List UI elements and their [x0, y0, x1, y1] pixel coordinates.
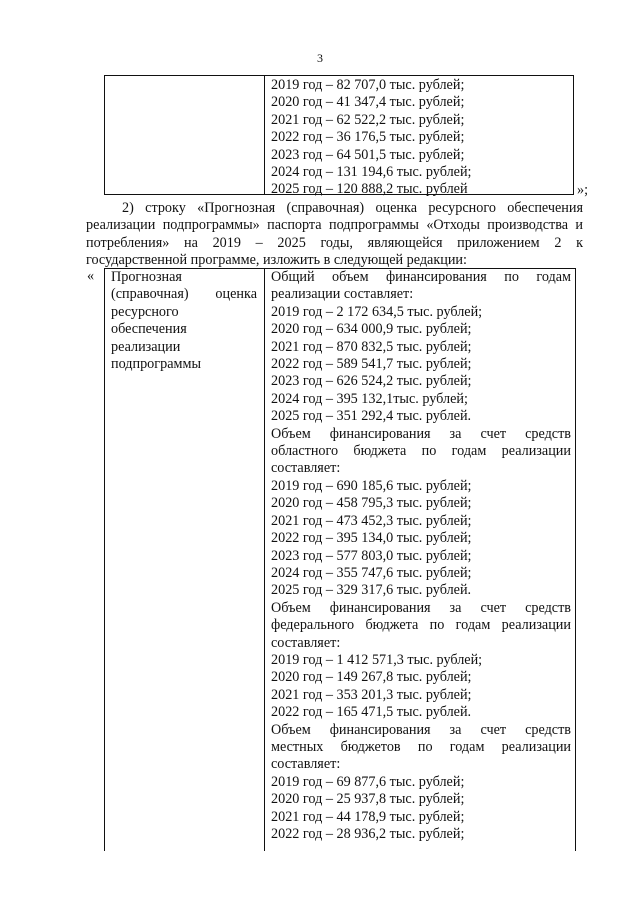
row-header-line: (справочная) оценка	[111, 286, 257, 303]
funding-detail-line: 2023 год – 626 524,2 тыс. рублей;	[271, 373, 472, 390]
funding-line: 2022 год – 36 176,5 тыс. рублей;	[271, 129, 465, 146]
funding-detail-line: 2019 год – 1 412 571,3 тыс. рублей;	[271, 651, 483, 668]
funding-detail-line: 2023 год – 577 803,0 тыс. рублей;	[271, 547, 472, 564]
closing-quote: »;	[577, 182, 589, 198]
resource-estimate-table	[104, 268, 576, 851]
funding-table-continued	[104, 75, 574, 198]
row-header-cell	[111, 269, 257, 373]
funding-line: 2025 год – 120 888,2 тыс. рублей	[271, 181, 468, 198]
row-header-line: ресурсного	[111, 303, 179, 320]
row-header-line: реализации	[111, 338, 181, 355]
funding-detail-line: 2021 год – 473 452,3 тыс. рублей;	[271, 512, 472, 529]
funding-detail-line: реализации составляет:	[271, 286, 414, 303]
funding-detail-line: местных бюджетов по годам реализации	[271, 738, 571, 755]
funding-detail-line: 2022 год – 165 471,5 тыс. рублей.	[271, 704, 472, 721]
funding-detail-line: Объем финансирования за счет средств	[271, 721, 571, 738]
funding-detail-line: 2020 год – 25 937,8 тыс. рублей;	[271, 791, 465, 808]
funding-line: 2020 год – 41 347,4 тыс. рублей;	[271, 94, 465, 111]
paragraph-line: 2) строку «Прогнозная (справочная) оценка ресурсного обеспечения	[122, 200, 583, 216]
funding-detail-line: 2022 год – 28 936,2 тыс. рублей;	[271, 826, 465, 842]
funding-line: 2024 год – 131 194,6 тыс. рублей;	[271, 164, 472, 181]
funding-detail-line: 2020 год – 634 000,9 тыс. рублей;	[271, 321, 472, 338]
funding-detail-line: 2022 год – 395 134,0 тыс. рублей;	[271, 530, 472, 547]
paragraph-line: государственной программе, изложить в следующей редакции:	[86, 252, 467, 269]
funding-line: 2019 год – 82 707,0 тыс. рублей;	[271, 77, 465, 93]
funding-cell	[271, 77, 472, 199]
funding-detail-line: 2019 год – 690 185,6 тыс. рублей;	[271, 477, 472, 494]
funding-detail-line: 2020 год – 458 795,3 тыс. рублей;	[271, 495, 472, 512]
funding-detail-line: 2019 год – 69 877,6 тыс. рублей;	[271, 773, 465, 790]
row-header-line: подпрограммы	[111, 356, 201, 373]
funding-detail-line: 2019 год – 2 172 634,5 тыс. рублей;	[271, 303, 483, 320]
funding-detail-line: составляет:	[271, 634, 341, 651]
funding-detail-line: 2024 год – 355 747,6 тыс. рублей;	[271, 564, 472, 581]
funding-detail-line: составляет:	[271, 756, 341, 773]
funding-detail-line: 2021 год – 870 832,5 тыс. рублей;	[271, 338, 472, 355]
funding-detail-line: 2021 год – 44 178,9 тыс. рублей;	[271, 808, 465, 825]
funding-detail-line: составляет:	[271, 460, 341, 477]
funding-line: 2021 год – 62 522,2 тыс. рублей;	[271, 111, 465, 128]
funding-detail-line: 2025 год – 351 292,4 тыс. рублей.	[271, 408, 472, 425]
funding-detail-line: Общий объем финансирования по годам	[271, 269, 571, 285]
opening-quote: «	[87, 268, 95, 284]
row-header-line: обеспечения	[111, 321, 187, 338]
paragraph-line: потребления» на 2019 – 2025 годы, являющейся приложением 2 к	[86, 234, 583, 251]
funding-detail-line: областного бюджета по годам реализации	[271, 443, 571, 460]
funding-detail-line: Объем финансирования за счет средств	[271, 599, 571, 616]
column-divider	[264, 269, 265, 851]
funding-detail-line: 2020 год – 149 267,8 тыс. рублей;	[271, 669, 472, 686]
page-number: 3	[317, 51, 323, 65]
amendment-paragraph	[86, 200, 583, 270]
funding-details-cell	[271, 269, 571, 843]
paragraph-line: реализации подпрограммы» паспорта подпрограммы «Отходы производства и	[86, 217, 583, 234]
funding-detail-line: 2021 год – 353 201,3 тыс. рублей;	[271, 686, 472, 703]
funding-detail-line: 2024 год – 395 132,1тыс. рублей;	[271, 390, 468, 407]
funding-detail-line: федерального бюджета по годам реализации	[271, 617, 571, 634]
funding-detail-line: Объем финансирования за счет средств	[271, 425, 571, 442]
row-header-line: Прогнозная	[111, 269, 182, 285]
funding-line: 2023 год – 64 501,5 тыс. рублей;	[271, 146, 465, 163]
column-divider	[264, 76, 265, 194]
funding-detail-line: 2025 год – 329 317,6 тыс. рублей.	[271, 582, 472, 599]
funding-detail-line: 2022 год – 589 541,7 тыс. рублей;	[271, 356, 472, 373]
